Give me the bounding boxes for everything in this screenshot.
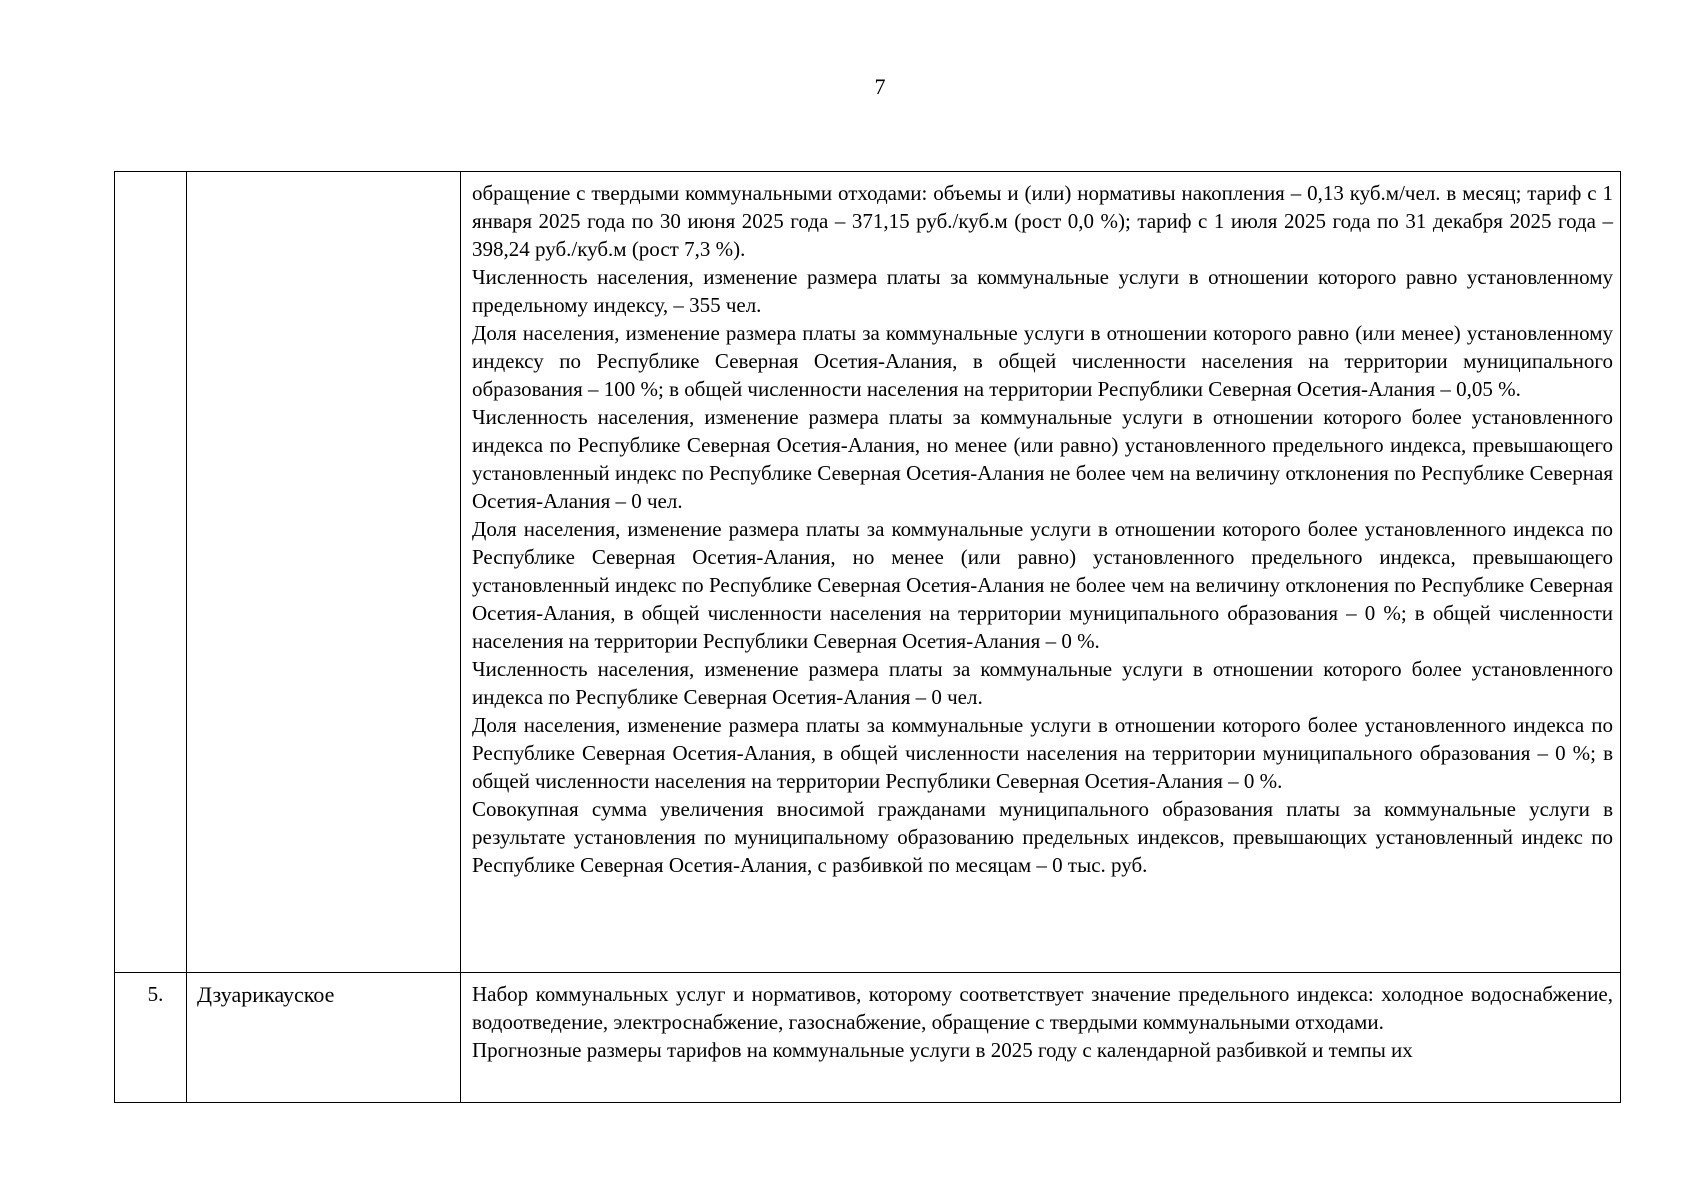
municipal-indices-table [114, 171, 1621, 1103]
paragraph-service-set: Набор коммунальных услуг и нормативов, которому соответствует значение предельного индекса: холодное водоснабжение, водоотведение, электроснабжение, газоснабжение, обращение с твердыми коммунальными отходами. [472, 982, 1613, 1034]
paragraph-population-above-index: Численность населения, изменение размера платы за коммунальные услуги в отношении которого более установленного индекса по Республике Северная Осетия-Алания – 0 чел. [472, 657, 1613, 709]
row-number-cell [115, 973, 187, 1103]
paragraph-forecast-tariffs: Прогнозные размеры тарифов на коммунальные услуги в 2025 году с календарной разбивкой и темпы их [472, 1038, 1413, 1062]
municipality-name: Дзуарикауское [197, 982, 335, 1007]
page-number: 7 [874, 74, 886, 99]
description-cell [461, 172, 1621, 973]
paragraph-population-above-index-within-deviation: Численность населения, изменение размера платы за коммунальные услуги в отношении которого более установленного индекса по Республике Северная Осетия-Алания, но менее (или равно) установленного предельного индекса, превышающего установленный индекс по Республике Северная Осетия-Алания не более чем на величину отклонения по Республике Северная Осетия-Алания – 0 чел. [472, 405, 1613, 513]
paragraph-total-increase: Совокупная сумма увеличения вносимой гражданами муниципального образования платы за коммунальные услуги в результате установления по муниципальному образованию предельных индексов, превышающих установленный индекс по Республике Северная Осетия-Алания, с разбивкой по месяцам – 0 тыс. руб. [472, 797, 1613, 877]
table-row [115, 973, 1621, 1103]
paragraph-share-above-index: Доля населения, изменение размера платы за коммунальные услуги в отношении которого более установленного индекса по Республике Северная Осетия-Алания, в общей численности населения на территории муниципального образования – 0 %; в общей численности населения на территории Республики Северная Осетия-Алания – 0 %. [472, 713, 1613, 793]
row-number-cell [115, 172, 187, 973]
row-number [115, 172, 186, 179]
description-cell [461, 973, 1621, 1103]
table-row [115, 172, 1621, 973]
paragraph-population-equal-limit: Численность населения, изменение размера платы за коммунальные услуги в отношении которого равно установленному предельному индексу, – 355 чел. [472, 265, 1613, 317]
municipality-name-cell [187, 973, 461, 1103]
paragraph-share-equal-or-less: Доля населения, изменение размера платы за коммунальные услуги в отношении которого равно (или менее) установленному индексу по Республике Северная Осетия-Алания, в общей численности населения на территории муниципального образования – 100 %; в общей численности населения на территории Республики Северная Осетия-Алания – 0,05 %. [472, 321, 1613, 401]
paragraph-tko-tariffs: обращение с твердыми коммунальными отходами: объемы и (или) нормативы накопления – 0,13 куб.м/чел. в месяц; тариф с 1 января 2025 года по 30 июня 2025 года – 371,15 руб./куб.м (рост 0,0 %); тариф с 1 июля 2025 года по 31 декабря 2025 года –398,24 руб./куб.м (рост 7,3 %). [472, 181, 1613, 261]
municipality-name [187, 172, 460, 180]
row-number: 5. [147, 982, 164, 1006]
municipality-name-cell [187, 172, 461, 973]
paragraph-share-above-index-within-deviation: Доля населения, изменение размера платы за коммунальные услуги в отношении которого более установленного индекса по Республике Северная Осетия-Алания, но менее (или равно) установленного предельного индекса, превышающего установленный индекс по Республике Северная Осетия-Алания не более чем на величину отклонения по Республике Северная Осетия-Алания, в общей численности населения на территории муниципального образования – 0 %; в общей численности населения на территории Республики Северная Осетия-Алания – 0 %. [472, 517, 1613, 653]
